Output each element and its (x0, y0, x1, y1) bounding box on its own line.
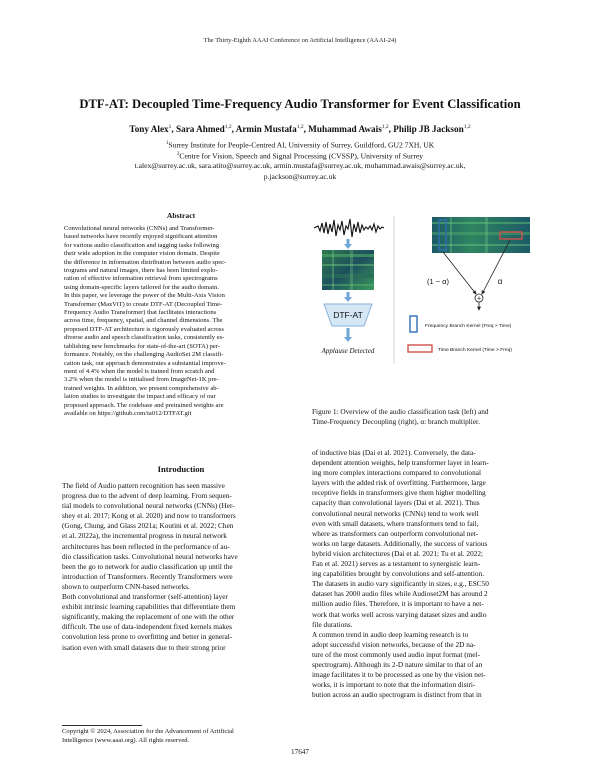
legend-time-swatch (408, 345, 432, 352)
legend-freq-label: Frequency Branch Kernel (Freq > Time) (425, 324, 512, 329)
right-column-text: of inductive bias (Dai et al. 2021). Conversely, the data- dependent attention weights, help transformer layer in learn- ing more complex interactions compared to convolutional layers with the added risk of overfitting. Furthermore, large receptive fields in transformers give them higher modelling capacity than convolutional layers (Dai et al. 2021). Thus convolutional neural networks (CNNs) tend to work well even with small datasets, where transformers tend to fail, where as transformers can outperform convolutional net- works on large datasets. Additionally, the success of various hybrid vision architectures (Dai et al. 2021; Tu et al. 2022; Fan et al. 2021) serves as a testament to synergistic learn- ing capabilities brought by convolutions and self-attention. The datasets in audio vary significantly in sizes, e.g., ESC50 dataset has 2000 audio files while Audioset2M has around 2 million audio files. Therefore, it is important to have a net- work that works well across varying dataset sizes and audio file durations. A common trend in audio deep learning research is to adopt successful vision networks, because of the 2D na- ture of the most commonly used audio input format (mel- spectrogram). Although its 2-D nature similar to that of an image facilitates it to be processed as one by the vision net- works, it is important to note that the information distri- bution across an audio spectrogram is distinct from that in (312, 448, 489, 700)
legend-freq-swatch (410, 316, 417, 332)
affiliation-2: $^2$Centre for Vision, Speech and Signal Processing (CVSSP), University of Surrey (176, 151, 424, 161)
alpha-right-label: α (497, 277, 503, 286)
introduction-text: The field of Audio pattern recognition has seen massive progress due to the advent of deep learning. From sequen- tial models to convolutional neural networks (CNNs) (Her- shey et al. 2017; Kong et al. 2020) and now to transformers (Gong, Chung, and Glass 2021a; Koutini et al. 2022; Chen et al. 2022a), the incremental progress in neural network architectures has been reflected in the performance of au- dio classification tasks. Convolutional neural networks have been the go to network for audio classification up until the introduction of Transformers. Recently Transformers were shown to outperform CNN-based networks. Both convolutional and transformer (self-attention) layer exhibit intrinsic learning capabilities that differentiate them significantly, making the replacement of one with the other difficult. The use of data-independent fixed kernels makes convolution less prone to overfitting and better in general- isation even with small datasets due to their strong prior (62, 481, 238, 652)
conference-header: The Thirty-Eighth AAAI Conference on Artificial Intelligence (AAAI-24) (203, 37, 397, 44)
legend-time-label: Time Branch Kernel (Time > Freq) (438, 348, 512, 353)
author: Armin Mustafa$^{1,2}$ (235, 124, 304, 135)
abstract-text: Convolutional neural networks (CNNs) and Transformer- based networks have recently enjoyed significant attention for various audio classification and tagging tasks following their wide adoption in the computer vision domain. Despite the difference in information distribution between audio spec- trograms and natural images, there has been limited explo- ration of effective information retrieval from spectrograms using domain-specific layers tailored for the audio domain. In this paper, we leverage the power of the Multi-Axis Vision Transformer (MaxViT) to create DTF-AT (Decoupled Time- Frequency Audio Transformer) that facilitates interactions across time, frequency, spatial, and channel dimensions. The proposed DTF-AT architecture is rigorously evaluated across diverse audio and speech classification tasks, consistently es- tablishing new benchmarks for state-of-the-art (SOTA) per- formance. Notably, on the challenging AudioSet 2M classifi- cation task, our approach demonstrates a substantial improve- ment of 4.4% when the model is trained from scratch and 3.2% when the model is initialised from ImageNet-1K pre- trained weights. In addition, we present comprehensive ab- lation studies to investigate the impact and efficacy of our proposed approach. The codebase and pretrained weights are available on https://github.com/ta012/DTFAT.git (64, 225, 227, 417)
output-label: Applause Detected (321, 347, 375, 355)
introduction-heading: Introduction (157, 464, 205, 474)
plus-icon: + (476, 295, 482, 303)
author: Sara Ahmed$^{1,2}$ (175, 124, 232, 135)
copyright-notice: Copyright © 2024, Association for the Advancement of Artificial Intelligence (www.aaai.org). All rights reserved. (62, 728, 234, 744)
author: Muhammad Awais$^{1,2}$ (308, 124, 389, 135)
figure-1 (310, 214, 540, 394)
dtfat-label: DTF-AT (333, 310, 363, 320)
email-line: t.alex@surrey.ac.uk, sara.atito@surrey.ac.uk, armin.mustafa@surrey.ac.uk, muhammad.awais@surrey.ac.uk, (134, 161, 466, 170)
alpha-left-label: (1 − α) (426, 277, 450, 286)
affiliation-1: $^1$Surrey Institute for People-Centred AI, University of Surrey, Guildford, GU2 7XH, UK (165, 140, 435, 150)
paper-title: DTF-AT: Decoupled Time-Frequency Audio Transformer for Event Classification (79, 97, 521, 111)
email-line: p.jackson@surrey.ac.uk (263, 172, 337, 181)
page-number: 17647 (291, 748, 309, 756)
author: Philip JB Jackson$^{1,2}$ (393, 124, 471, 135)
author: Tony Alex$^1$ (129, 124, 172, 135)
spectrogram-detail-image (432, 217, 530, 253)
footnote-rule (62, 725, 142, 726)
spectrogram-image (322, 250, 374, 290)
abstract-heading: Abstract (166, 211, 196, 220)
waveform-icon (314, 219, 384, 237)
author-list: Tony Alex$^1$, Sara Ahmed$^{1,2}$, Armin Mustafa$^{1,2}$, Muhammad Awais$^{1,2}$, Philip JB Jackson$^{1,2}$ (129, 124, 471, 135)
figure-caption: Figure 1: Overview of the audio classification task (left) and Time-Frequency Decoupling (right), α: branch multiplier. (312, 407, 489, 427)
